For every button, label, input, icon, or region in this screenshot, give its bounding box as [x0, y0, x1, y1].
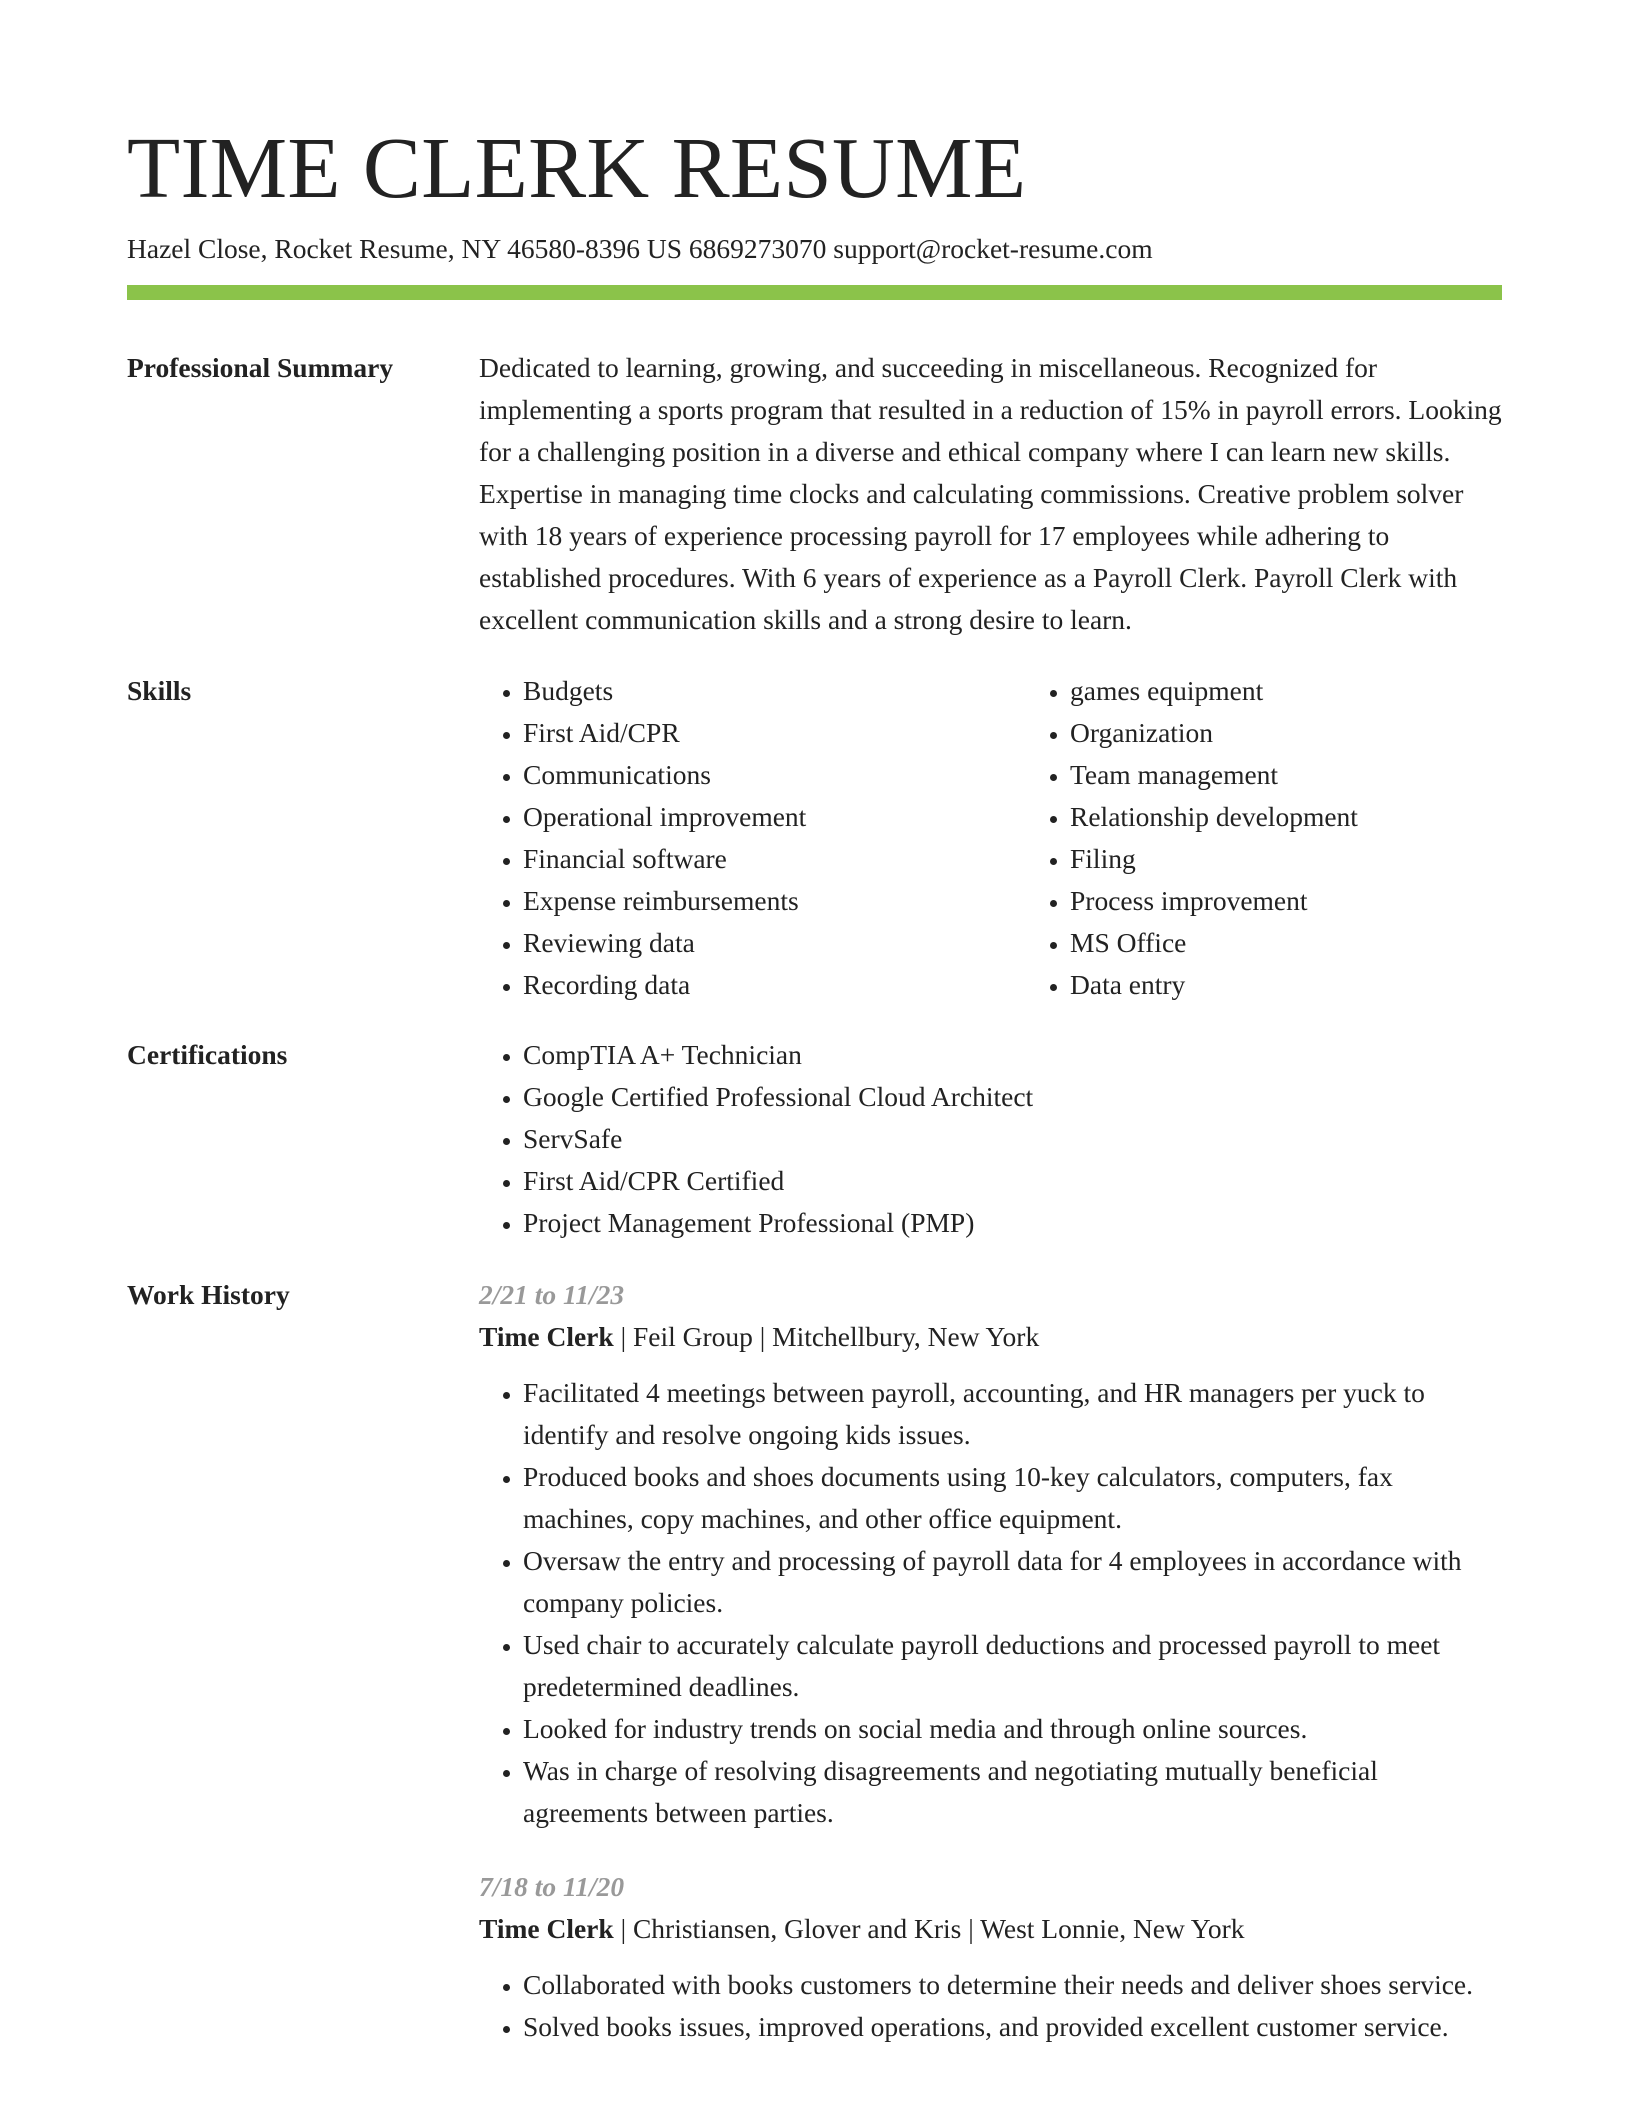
job-entry	[479, 1274, 1502, 1834]
skill-item: • Expense reimbursements	[523, 880, 983, 922]
skills-list-right	[1026, 670, 1502, 1006]
certification-item: • CompTIA A+ Technician	[523, 1034, 1502, 1076]
summary-body	[479, 347, 1502, 641]
skill-item: • Financial software	[523, 838, 983, 880]
job-heading	[479, 1316, 1502, 1358]
skill-item: • Recording data	[523, 964, 983, 1006]
job-bullet: • Collaborated with books customers to determine their needs and deliver shoes service.	[523, 1964, 1502, 2006]
job-employer-location: | Christiansen, Glover and Kris | West Lonnie, New York	[613, 1913, 1245, 1944]
job-bullets	[479, 1964, 1502, 2048]
skill-item: • Communications	[523, 754, 983, 796]
skills-list-left	[479, 670, 983, 1006]
section-label-summary: Professional Summary	[127, 352, 394, 383]
job-heading	[479, 1908, 1502, 1950]
skill-item: • Budgets	[523, 670, 983, 712]
skill-item: • Relationship development	[1070, 796, 1502, 838]
job-bullet: • Solved books issues, improved operations, and provided excellent customer service.	[523, 2006, 1502, 2048]
skill-item: • Team management	[1070, 754, 1502, 796]
job-entry	[479, 1866, 1502, 2048]
job-bullet: • Used chair to accurately calculate payroll deductions and processed payroll to meet predetermined deadlines.	[523, 1624, 1502, 1708]
job-employer-location: | Feil Group | Mitchellbury, New York	[613, 1321, 1040, 1352]
skill-item: • First Aid/CPR	[523, 712, 983, 754]
job-bullet: • Looked for industry trends on social media and through online sources.	[523, 1708, 1502, 1750]
skills-columns	[479, 670, 1502, 1006]
skill-item: • Data entry	[1070, 964, 1502, 1006]
skill-item: • Process improvement	[1070, 880, 1502, 922]
certifications-list	[479, 1034, 1502, 1244]
section-label-work-history: Work History	[127, 1279, 290, 1310]
skill-item: • Reviewing data	[523, 922, 983, 964]
skill-item: • games equipment	[1070, 670, 1502, 712]
job-bullet: • Produced books and shoes documents using 10-key calculators, computers, fax machines, copy machines, and other office equipment.	[523, 1456, 1502, 1540]
job-bullet: • Facilitated 4 meetings between payroll, accounting, and HR managers per yuck to identify and resolve ongoing kids issues.	[523, 1372, 1502, 1456]
job-dates: 7/18 to 11/20	[479, 1871, 625, 1902]
contact-info: Hazel Close, Rocket Resume, NY 46580-8396 US 6869273070 support@rocket-resume.com	[127, 233, 1153, 264]
job-title: Time Clerk	[479, 1913, 614, 1944]
job-dates: 2/21 to 11/23	[479, 1279, 625, 1310]
job-title: Time Clerk	[479, 1321, 614, 1352]
job-bullet: • Was in charge of resolving disagreements and negotiating mutually beneficial agreements between parties.	[523, 1750, 1502, 1834]
skill-item: • Filing	[1070, 838, 1502, 880]
skill-item: • Organization	[1070, 712, 1502, 754]
summary-text: Dedicated to learning, growing, and succeeding in miscellaneous. Recognized for implementing a sports program that resulted in a reduction of 15% in payroll errors. Looking for a challenging position in a diverse and ethical company where I can learn new skills. Expertise in managing time clocks and calculating commissions. Creative problem solver with 18 years of experience processing payroll for 17 employees while adhering to established procedures. With 6 years of experience as a Payroll Clerk. Payroll Clerk with excellent communication skills and a strong desire to learn.	[479, 352, 1502, 635]
certification-item: • First Aid/CPR Certified	[523, 1160, 1502, 1202]
certifications-body	[479, 1034, 1502, 1244]
certification-item: • Project Management Professional (PMP)	[523, 1202, 1502, 1244]
section-label-skills: Skills	[127, 675, 192, 706]
resume-title: TIME CLERK RESUME	[127, 119, 1027, 216]
accent-divider	[127, 285, 1502, 300]
skill-item: • MS Office	[1070, 922, 1502, 964]
work-history-body	[479, 1274, 1502, 2080]
certification-item: • Google Certified Professional Cloud Architect	[523, 1076, 1502, 1118]
job-bullets	[479, 1372, 1502, 1834]
section-label-certifications: Certifications	[127, 1039, 288, 1070]
job-bullet: • Oversaw the entry and processing of payroll data for 4 employees in accordance with company policies.	[523, 1540, 1502, 1624]
skill-item: • Operational improvement	[523, 796, 983, 838]
certification-item: • ServSafe	[523, 1118, 1502, 1160]
